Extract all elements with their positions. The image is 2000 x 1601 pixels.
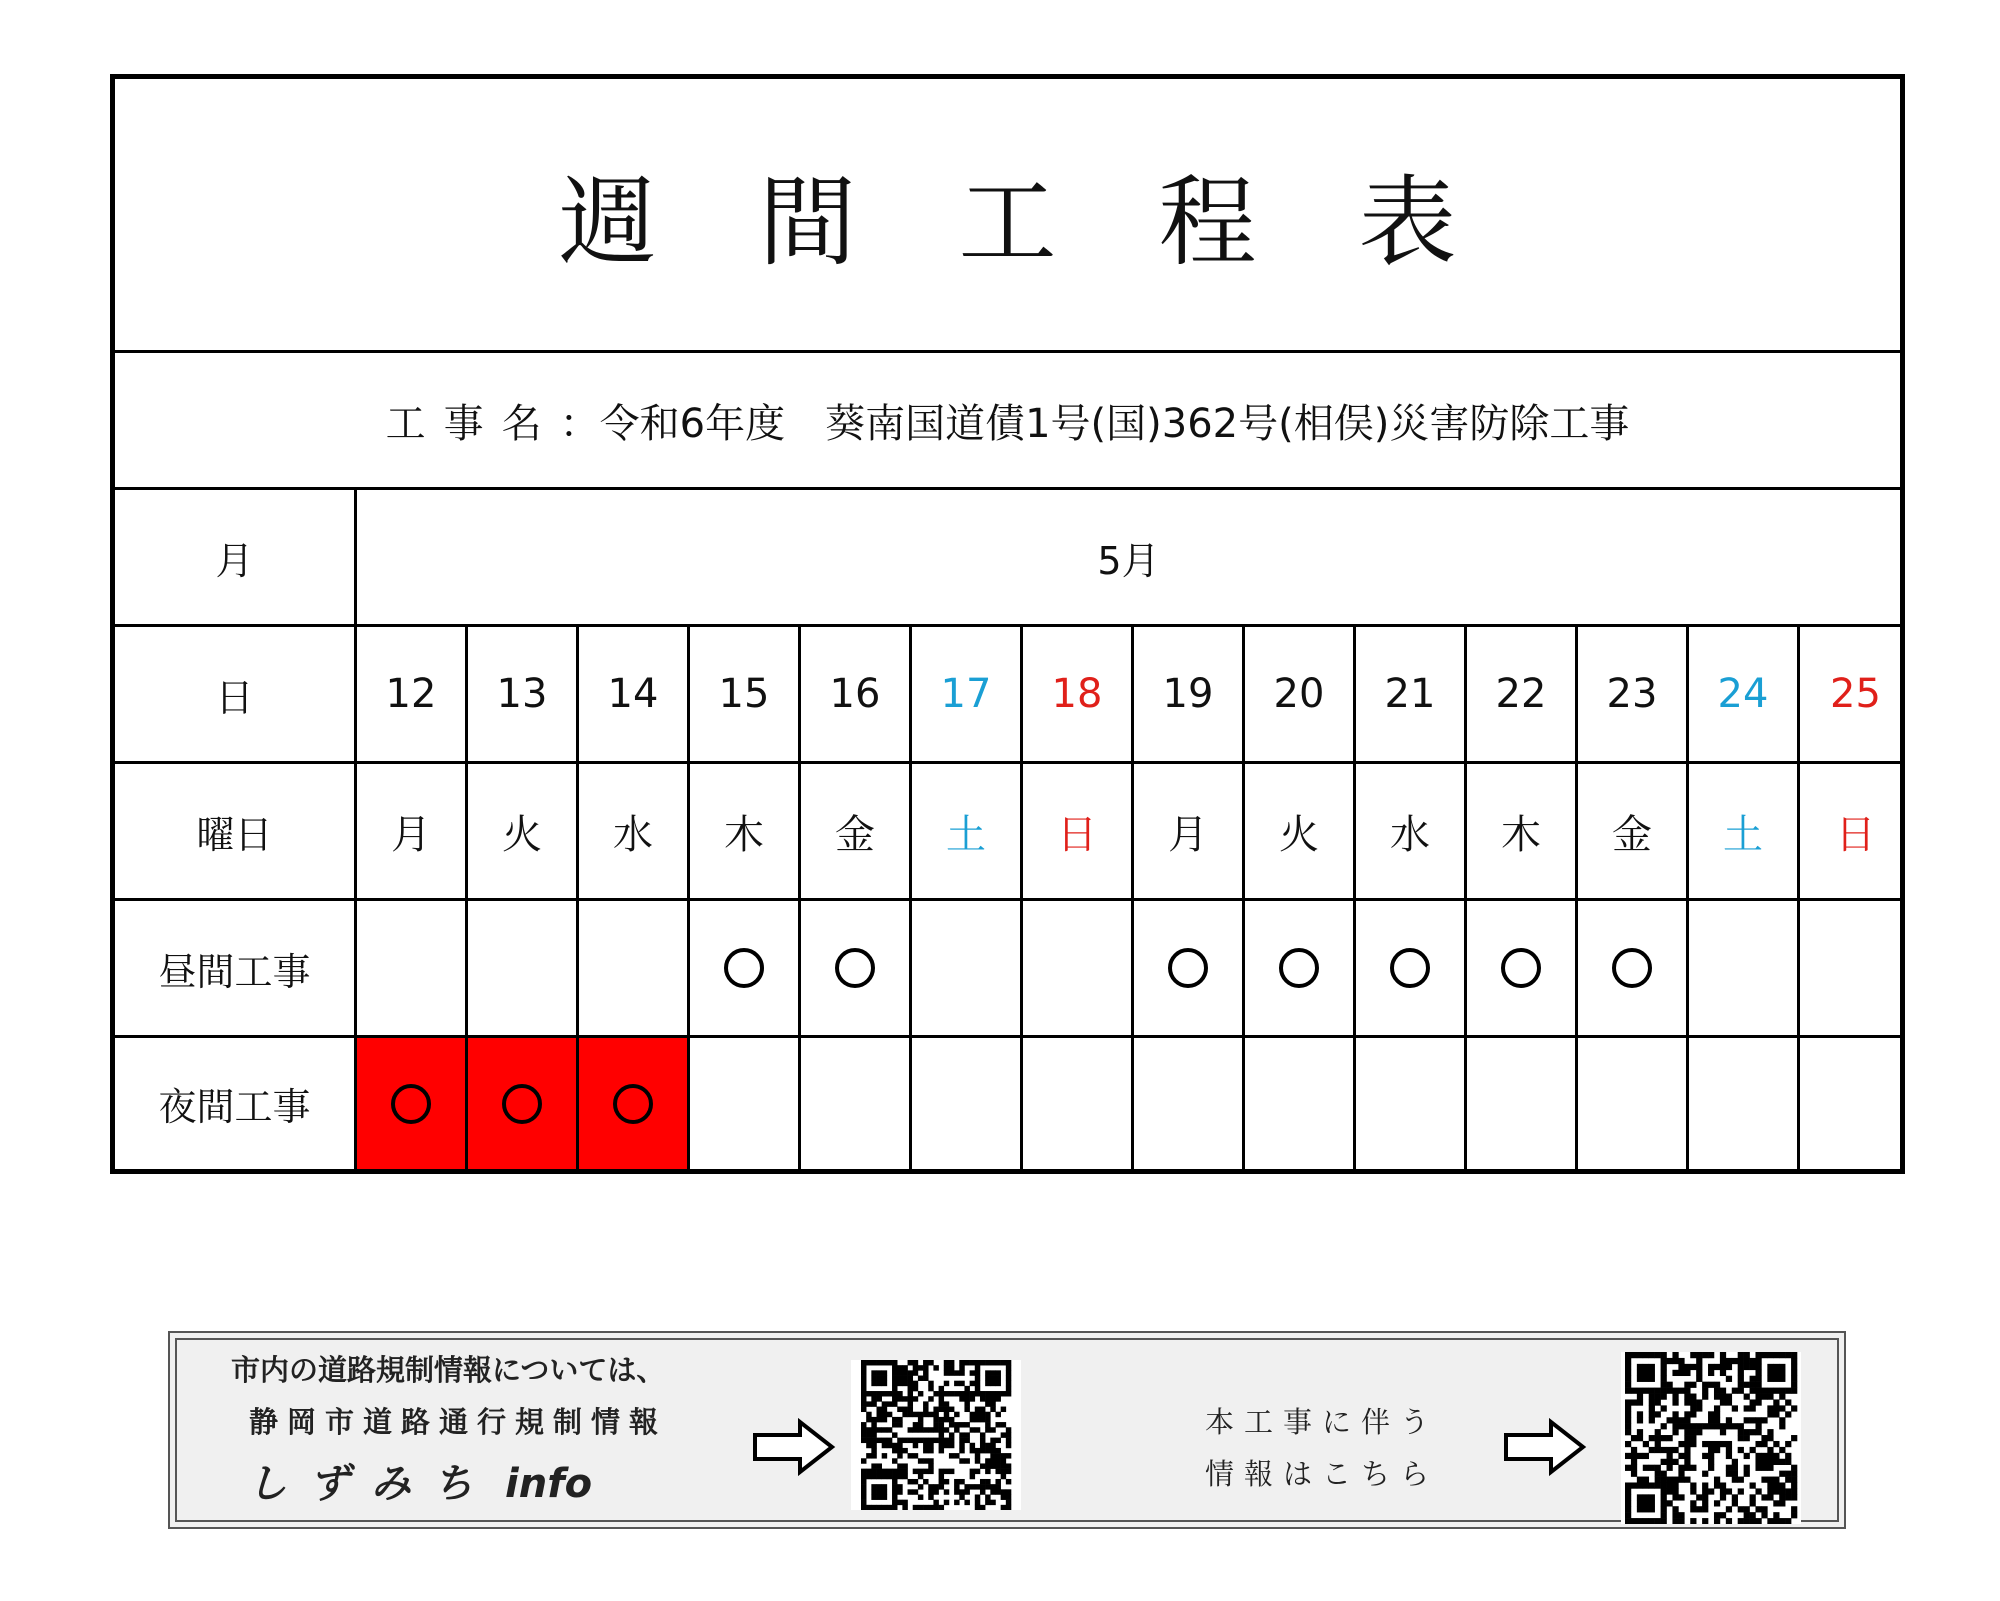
qr-code-icon[interactable] xyxy=(851,1360,1021,1510)
daytime-work-cell xyxy=(357,901,468,1035)
daytime-work-cell xyxy=(1800,901,1911,1035)
day-cell: 14 xyxy=(579,627,690,761)
work-scheduled-mark xyxy=(1168,948,1208,988)
night-work-cell xyxy=(579,1038,690,1169)
month-value: 5月 xyxy=(1097,538,1160,583)
day-cell: 25 xyxy=(1830,671,1881,717)
daytime-work-cell xyxy=(1245,901,1356,1035)
night-work-cell xyxy=(912,1038,1023,1169)
weekday-cell: 日 xyxy=(1835,811,1876,858)
work-scheduled-mark xyxy=(613,1084,653,1124)
night-work-cell xyxy=(1578,1038,1689,1169)
banner-text-intro: 市内の道路規制情報については、 xyxy=(231,1353,666,1387)
work-scheduled-mark xyxy=(1501,948,1541,988)
weekday-cell: 月 xyxy=(357,764,468,898)
month-header: 月 xyxy=(115,490,357,624)
weekday-cell: 火 xyxy=(468,764,579,898)
night-work-cell xyxy=(468,1038,579,1169)
weekday-cell: 日 xyxy=(1023,764,1134,898)
weekday-cell: 金 xyxy=(1578,764,1689,898)
day-header: 日 xyxy=(115,627,357,761)
night-work-cell xyxy=(690,1038,801,1169)
day-cell: 15 xyxy=(690,627,801,761)
project-label: 工事名： xyxy=(385,400,600,447)
work-scheduled-mark xyxy=(1390,948,1430,988)
weekday-cell: 月 xyxy=(1134,764,1245,898)
daytime-work-cell xyxy=(1467,901,1578,1035)
daytime-work-cell xyxy=(1578,901,1689,1035)
weekday-cell: 火 xyxy=(1245,764,1356,898)
day-cell: 21 xyxy=(1356,627,1467,761)
road-info-banner xyxy=(168,1331,1846,1529)
work-scheduled-mark xyxy=(502,1084,542,1124)
schedule-grid xyxy=(115,490,1900,1169)
night-work-cell xyxy=(1023,1038,1134,1169)
day-row xyxy=(115,627,1900,764)
night-work-cell xyxy=(801,1038,912,1169)
daytime-work-cell xyxy=(579,901,690,1035)
weekday-cell: 土 xyxy=(1689,764,1800,898)
banner-text-service: 静岡市道路通行規制情報 xyxy=(249,1405,668,1439)
day-cell: 24 xyxy=(1689,627,1800,761)
weekday-cell: 水 xyxy=(1356,764,1467,898)
title-row xyxy=(115,79,1900,353)
daytime-work-cell xyxy=(690,901,801,1035)
weekday-cell: 木 xyxy=(1467,764,1578,898)
work-scheduled-mark xyxy=(835,948,875,988)
arrow-right-icon xyxy=(752,1418,836,1476)
work-scheduled-mark xyxy=(1279,948,1319,988)
weekday-cell: 金 xyxy=(801,764,912,898)
daytime-work-cell xyxy=(801,901,912,1035)
daytime-work-row xyxy=(115,901,1900,1038)
shizumichi-logo-text: しずみち info xyxy=(247,1461,593,1507)
day-cell: 18 xyxy=(1023,627,1134,761)
day-cell: 12 xyxy=(357,627,468,761)
work-scheduled-mark xyxy=(724,948,764,988)
night-work-header: 夜間工事 xyxy=(115,1038,357,1169)
day-cell: 16 xyxy=(801,627,912,761)
weekday-cell: 水 xyxy=(579,764,690,898)
daytime-work-header: 昼間工事 xyxy=(115,901,357,1035)
weekday-row xyxy=(115,764,1900,901)
banner-text-info-here: 情報はこちら xyxy=(1205,1457,1440,1491)
month-row xyxy=(115,490,1900,627)
night-work-cell xyxy=(1356,1038,1467,1169)
page-title: 週間工程表 xyxy=(558,166,1559,280)
weekday-cell: 土 xyxy=(912,764,1023,898)
daytime-work-cell xyxy=(912,901,1023,1035)
night-work-cell xyxy=(1467,1038,1578,1169)
day-cell: 17 xyxy=(912,627,1023,761)
day-cell: 20 xyxy=(1245,627,1356,761)
banner-text-construction: 本工事に伴う xyxy=(1205,1405,1440,1439)
weekday-cell: 木 xyxy=(690,764,801,898)
daytime-work-cell xyxy=(1134,901,1245,1035)
night-work-cell xyxy=(1800,1038,1911,1169)
night-work-cell xyxy=(357,1038,468,1169)
work-scheduled-mark xyxy=(1612,948,1652,988)
arrow-right-icon xyxy=(1503,1418,1587,1476)
night-work-cell xyxy=(1134,1038,1245,1169)
daytime-work-cell xyxy=(1356,901,1467,1035)
qr-code-icon[interactable] xyxy=(1621,1352,1801,1524)
banner-frame xyxy=(175,1338,1839,1522)
daytime-work-cell xyxy=(1023,901,1134,1035)
day-cell: 13 xyxy=(468,627,579,761)
project-name: 令和6年度 葵南国道債1号(国)362号(相俣)災害防除工事 xyxy=(599,400,1630,447)
night-work-row xyxy=(115,1038,1900,1169)
day-cell: 22 xyxy=(1467,627,1578,761)
day-cell: 23 xyxy=(1578,627,1689,761)
night-work-cell xyxy=(1245,1038,1356,1169)
day-cell: 19 xyxy=(1134,627,1245,761)
work-scheduled-mark xyxy=(391,1084,431,1124)
night-work-cell xyxy=(1689,1038,1800,1169)
daytime-work-cell xyxy=(468,901,579,1035)
weekday-header: 曜日 xyxy=(115,764,357,898)
schedule-sheet xyxy=(110,74,1905,1174)
project-row xyxy=(115,353,1900,490)
daytime-work-cell xyxy=(1689,901,1800,1035)
